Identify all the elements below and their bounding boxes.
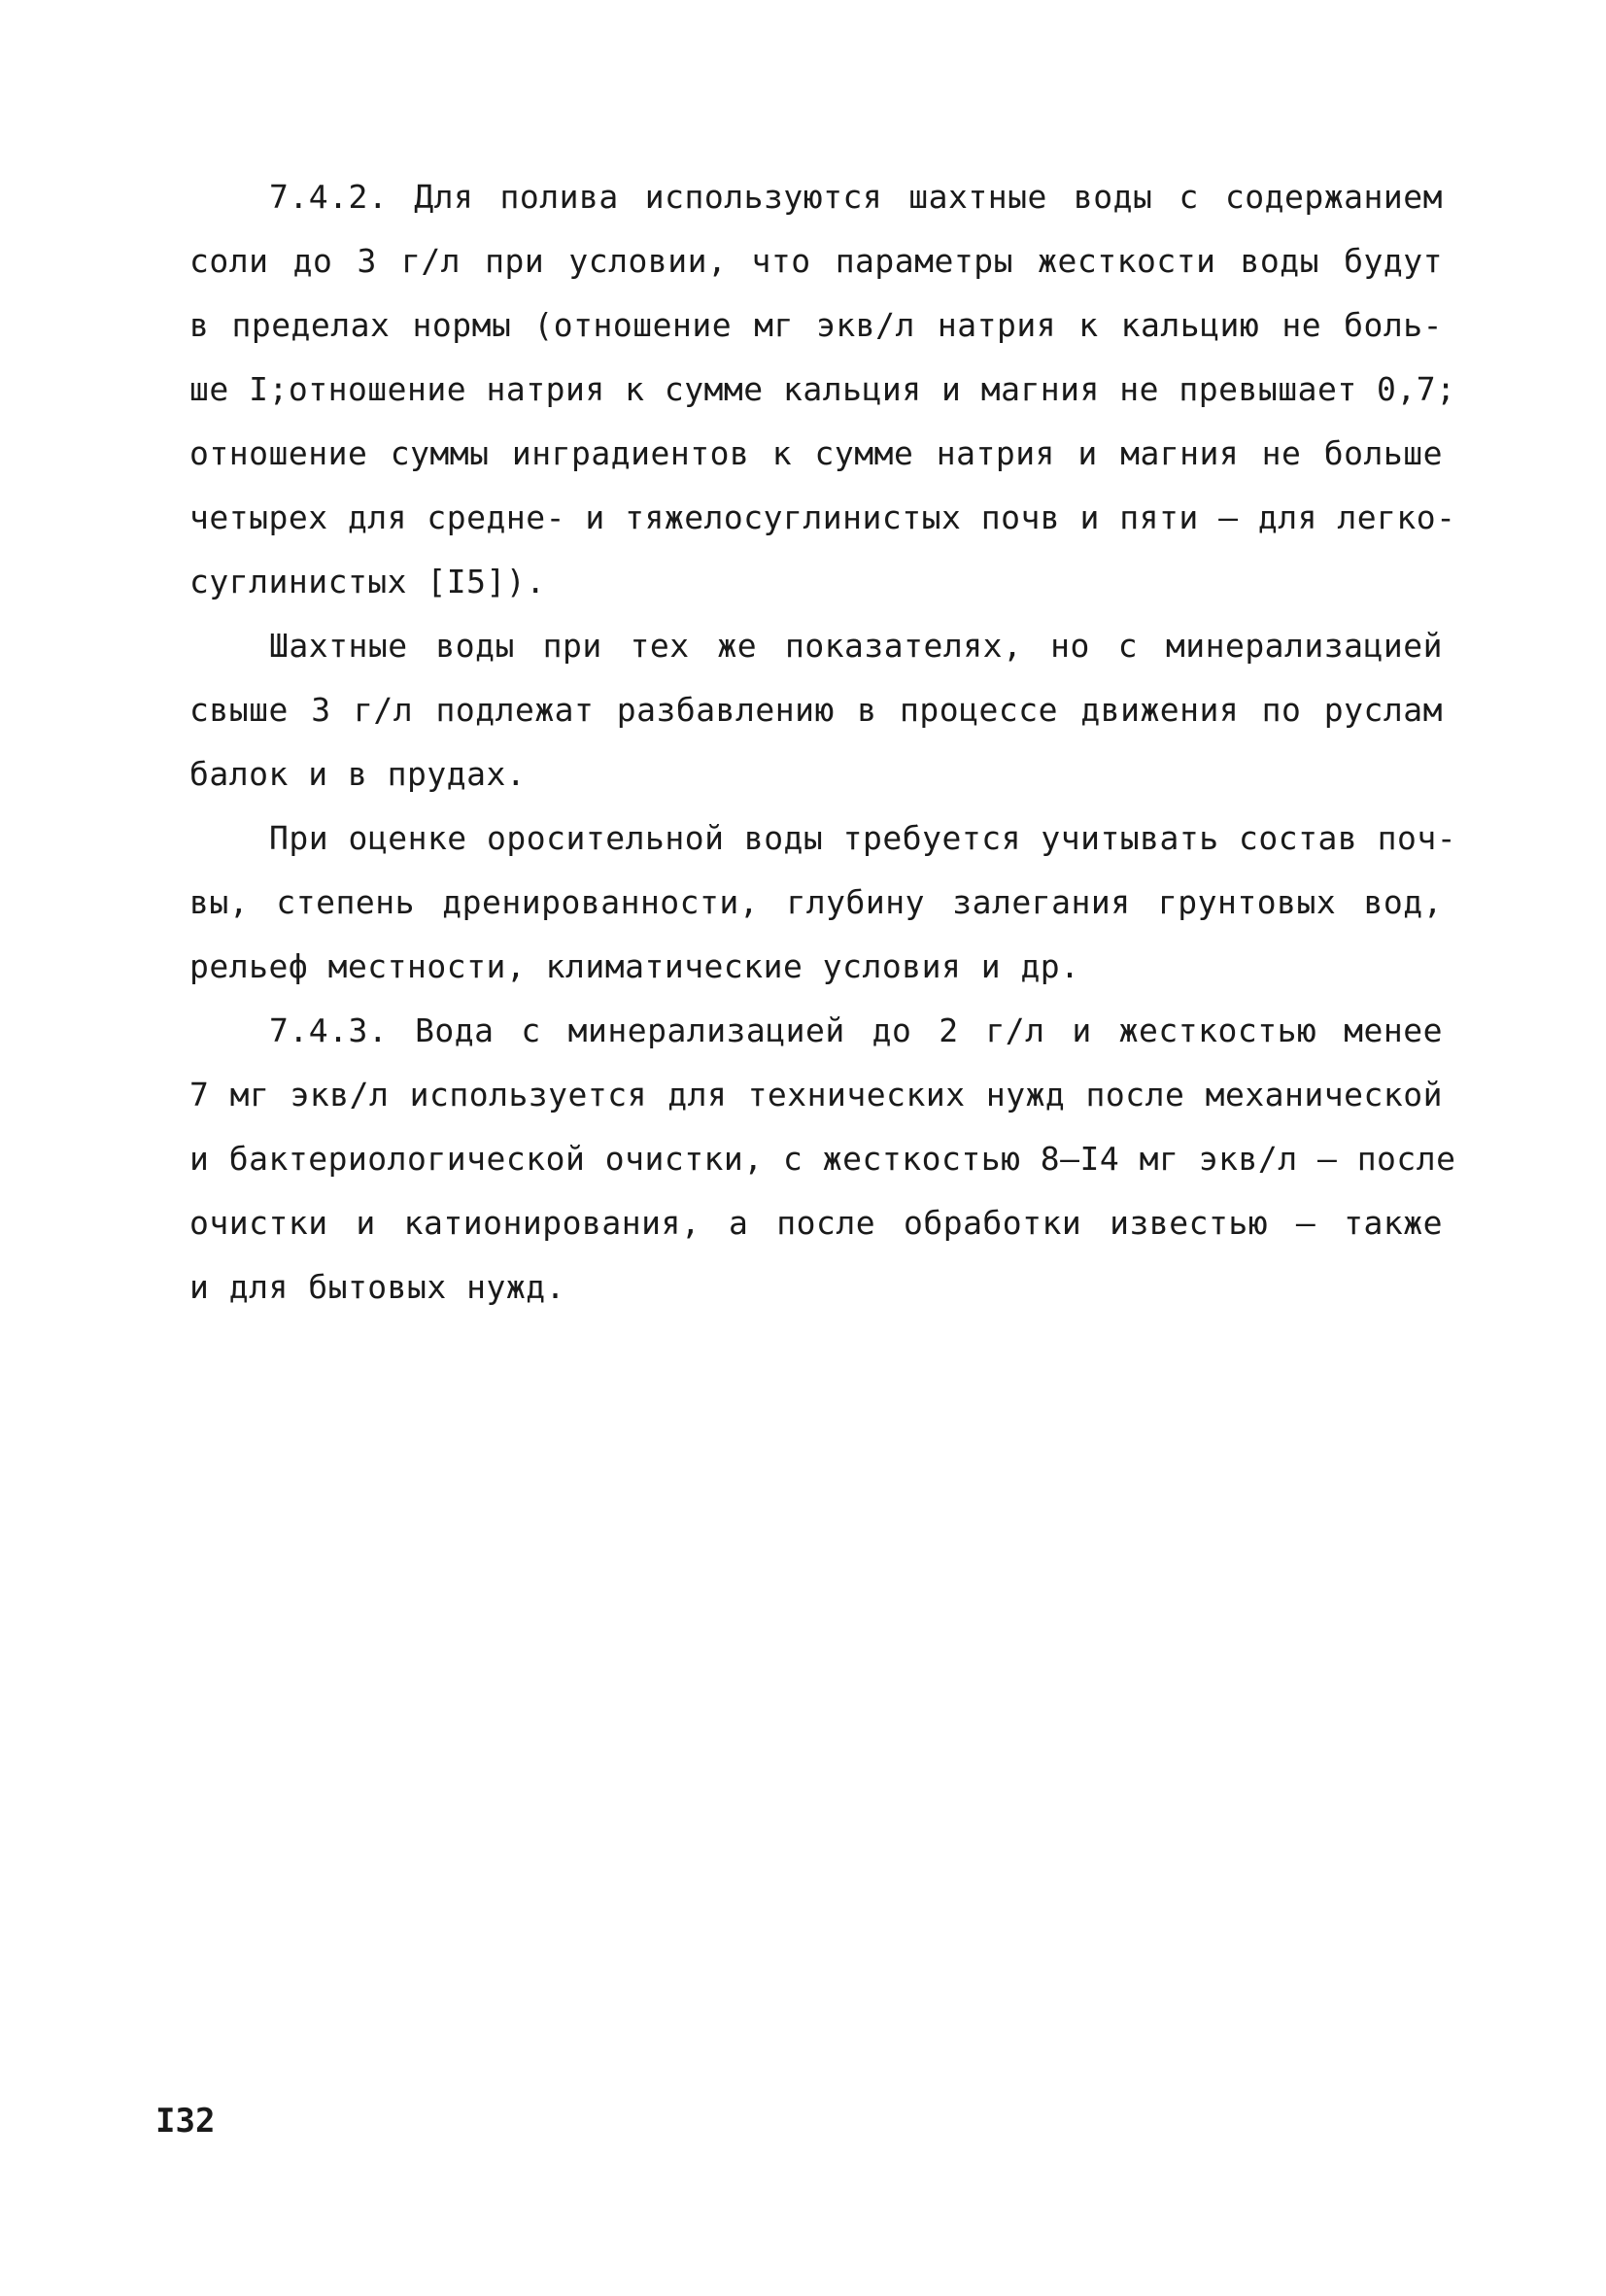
text-line: 7 мг экв/л используется для технических нужд после механической: [189, 1076, 1443, 1114]
text-line: балок и в прудах.: [189, 755, 527, 793]
text-line: 7.4.3. Вода с минерализацией до 2 г/л и жесткостью менее: [269, 1011, 1443, 1049]
text-line: 7.4.2. Для полива используются шахтные воды с содержанием: [269, 178, 1443, 216]
text-line: в пределах нормы (отношение мг экв/л натрия к кальцию не боль-: [189, 306, 1443, 344]
text-line: рельеф местности, климатические условия и др.: [189, 947, 1080, 985]
text-line: отношение суммы инградиентов к сумме натрия и магния не больше: [189, 434, 1443, 472]
text-line: соли до 3 г/л при условии, что параметры жесткости воды будут: [189, 242, 1443, 280]
page-number: I32: [155, 2102, 216, 2141]
text-line: ше I;отношение натрия к сумме кальция и магния не превышает 0,7;: [189, 370, 1456, 408]
text-line: четырех для средне- и тяжелосуглинистых почв и пяти – для легко-: [189, 498, 1456, 536]
text-line: суглинистых [I5]).: [189, 563, 546, 600]
paragraph-7-4-3: [189, 999, 1456, 1319]
text-line: и бактериологической очистки, с жесткостью 8–I4 мг экв/л – после: [189, 1140, 1456, 1178]
text-line: При оценке оросительной воды требуется учитывать состав поч-: [269, 819, 1457, 857]
text-line: вы, степень дренированности, глубину залегания грунтовых вод,: [189, 883, 1443, 921]
paragraph-7-4-2: [189, 165, 1456, 614]
text-line: Шахтные воды при тех же показателях, но с минерализацией: [269, 627, 1443, 665]
text-line: и для бытовых нужд.: [189, 1268, 565, 1306]
text-line: свыше 3 г/л подлежат разбавлению в процессе движения по руслам: [189, 691, 1443, 729]
paragraph-irrigation-assessment: [189, 806, 1457, 999]
paragraph-mine-waters: [189, 614, 1443, 806]
body-text: [189, 165, 1457, 1319]
text-line: очистки и катионирования, а после обработки известью – также: [189, 1204, 1443, 1242]
